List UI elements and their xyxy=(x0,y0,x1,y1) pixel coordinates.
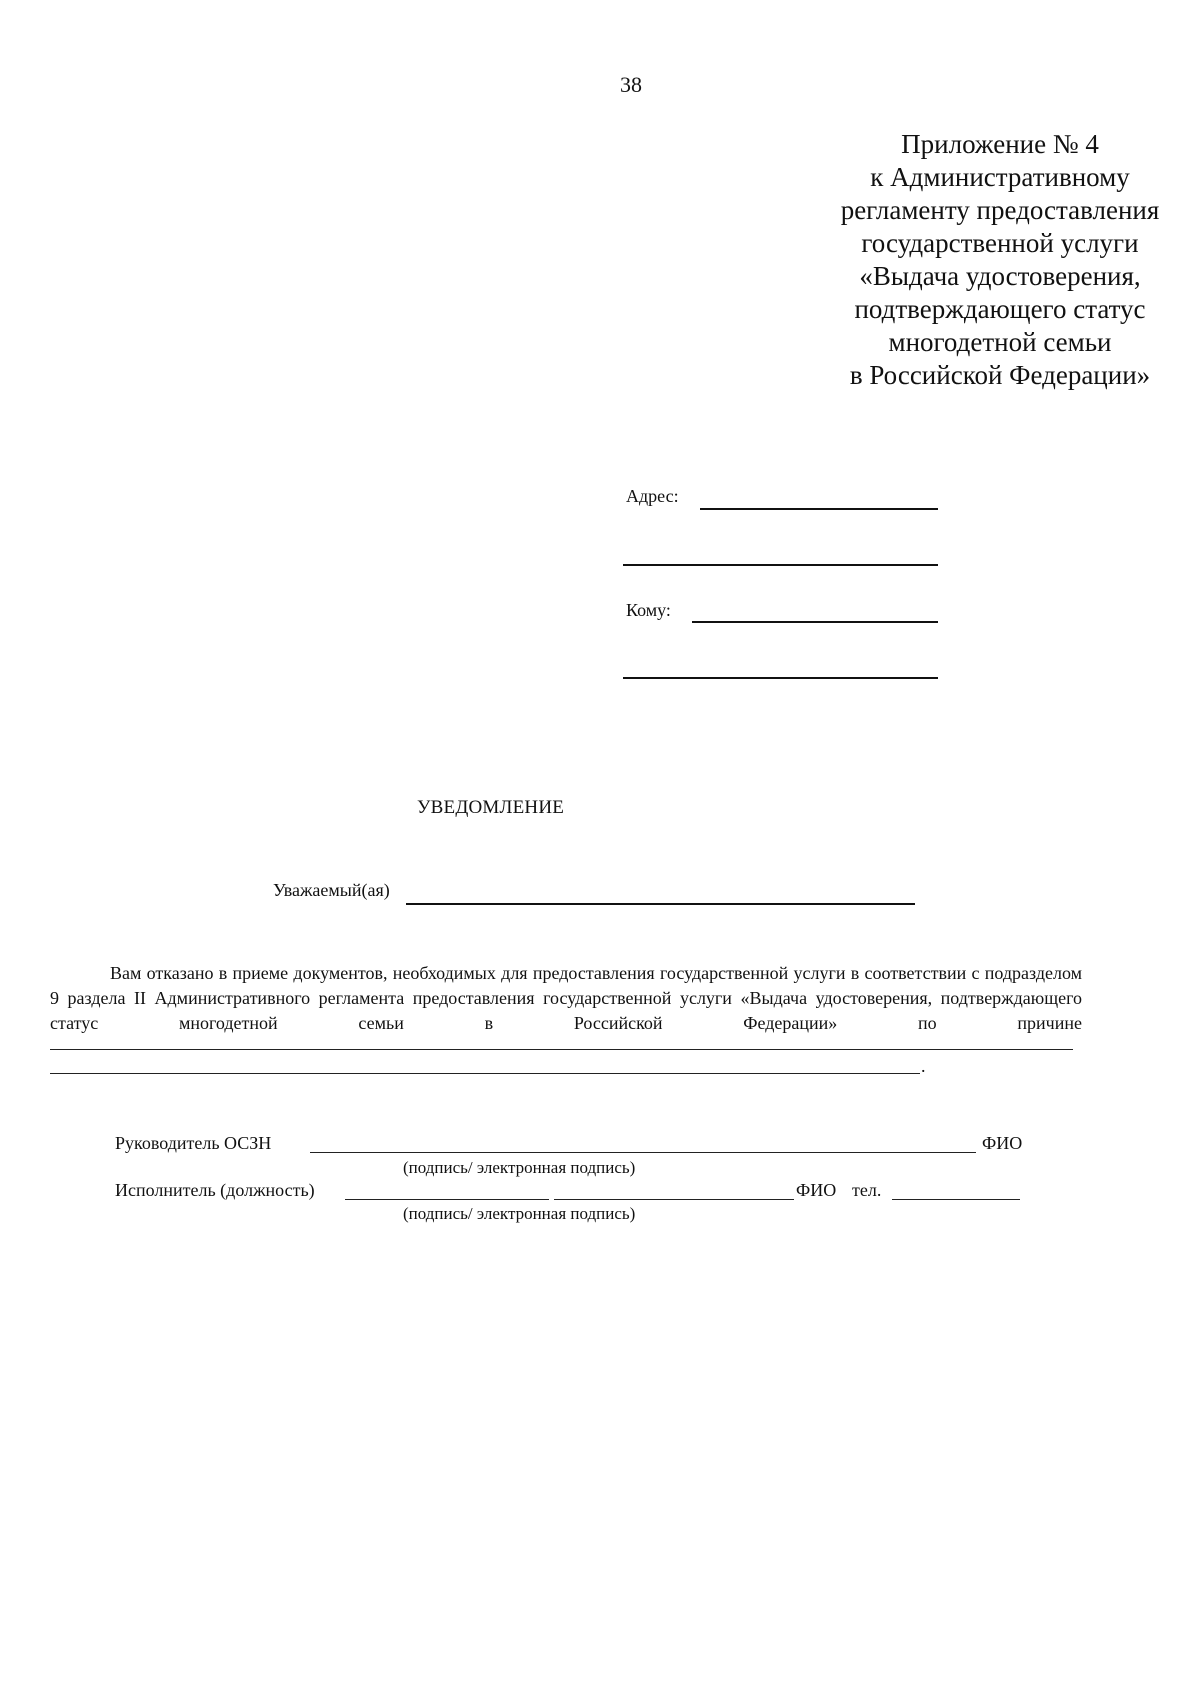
recipient-field-line[interactable] xyxy=(692,621,938,623)
appendix-line: государственной услуги xyxy=(861,228,1139,258)
phone-label: тел. xyxy=(852,1180,882,1200)
head-signature-line[interactable] xyxy=(310,1152,976,1153)
appendix-header xyxy=(760,128,1200,392)
appendix-line: многодетной семьи xyxy=(888,327,1112,357)
executor-fio-label: ФИО xyxy=(796,1180,837,1200)
appendix-line: Приложение № 4 xyxy=(901,129,1099,159)
notice-body-text: Вам отказано в приеме документов, необходимых для предоставления государственной услуги в соответствии с подразделом 9 раздела II Административного регламента предоставления государственной услуги «Выдача удостоверения, подтверждающего статус многодетной семьи в Российской Федерации» по причине xyxy=(50,963,1082,1033)
appendix-line: регламенту предоставления xyxy=(840,195,1160,225)
recipient-label: Кому: xyxy=(626,600,671,620)
head-signature-caption: (подпись/ электронная подпись) xyxy=(403,1158,636,1177)
reason-line-2[interactable] xyxy=(50,1073,920,1074)
recipient-field-line-2[interactable] xyxy=(623,677,938,679)
head-label: Руководитель ОСЗН xyxy=(115,1133,272,1153)
appendix-line: в Российской Федерации» xyxy=(849,360,1151,390)
executor-label: Исполнитель (должность) xyxy=(115,1180,315,1200)
appendix-line: к Административному xyxy=(870,162,1130,192)
notice-title: УВЕДОМЛЕНИЕ xyxy=(417,797,565,818)
greeting-name-line[interactable] xyxy=(406,903,915,905)
address-field-line-2[interactable] xyxy=(623,564,938,566)
executor-signature-caption: (подпись/ электронная подпись) xyxy=(403,1204,636,1223)
notice-body xyxy=(50,961,1082,1036)
page-number: 38 xyxy=(620,72,642,97)
head-fio-label: ФИО xyxy=(982,1133,1023,1153)
greeting-label: Уважаемый(ая) xyxy=(273,880,390,900)
address-field-line[interactable] xyxy=(700,508,938,510)
appendix-line: подтверждающего статус xyxy=(854,294,1146,324)
appendix-line: «Выдача удостоверения, xyxy=(859,261,1141,291)
phone-line[interactable] xyxy=(892,1199,1020,1200)
address-label: Адрес: xyxy=(626,486,679,506)
executor-position-line[interactable] xyxy=(345,1199,549,1200)
reason-line-1[interactable] xyxy=(50,1049,1073,1050)
reason-period: . xyxy=(921,1056,926,1076)
executor-signature-line[interactable] xyxy=(554,1199,794,1200)
